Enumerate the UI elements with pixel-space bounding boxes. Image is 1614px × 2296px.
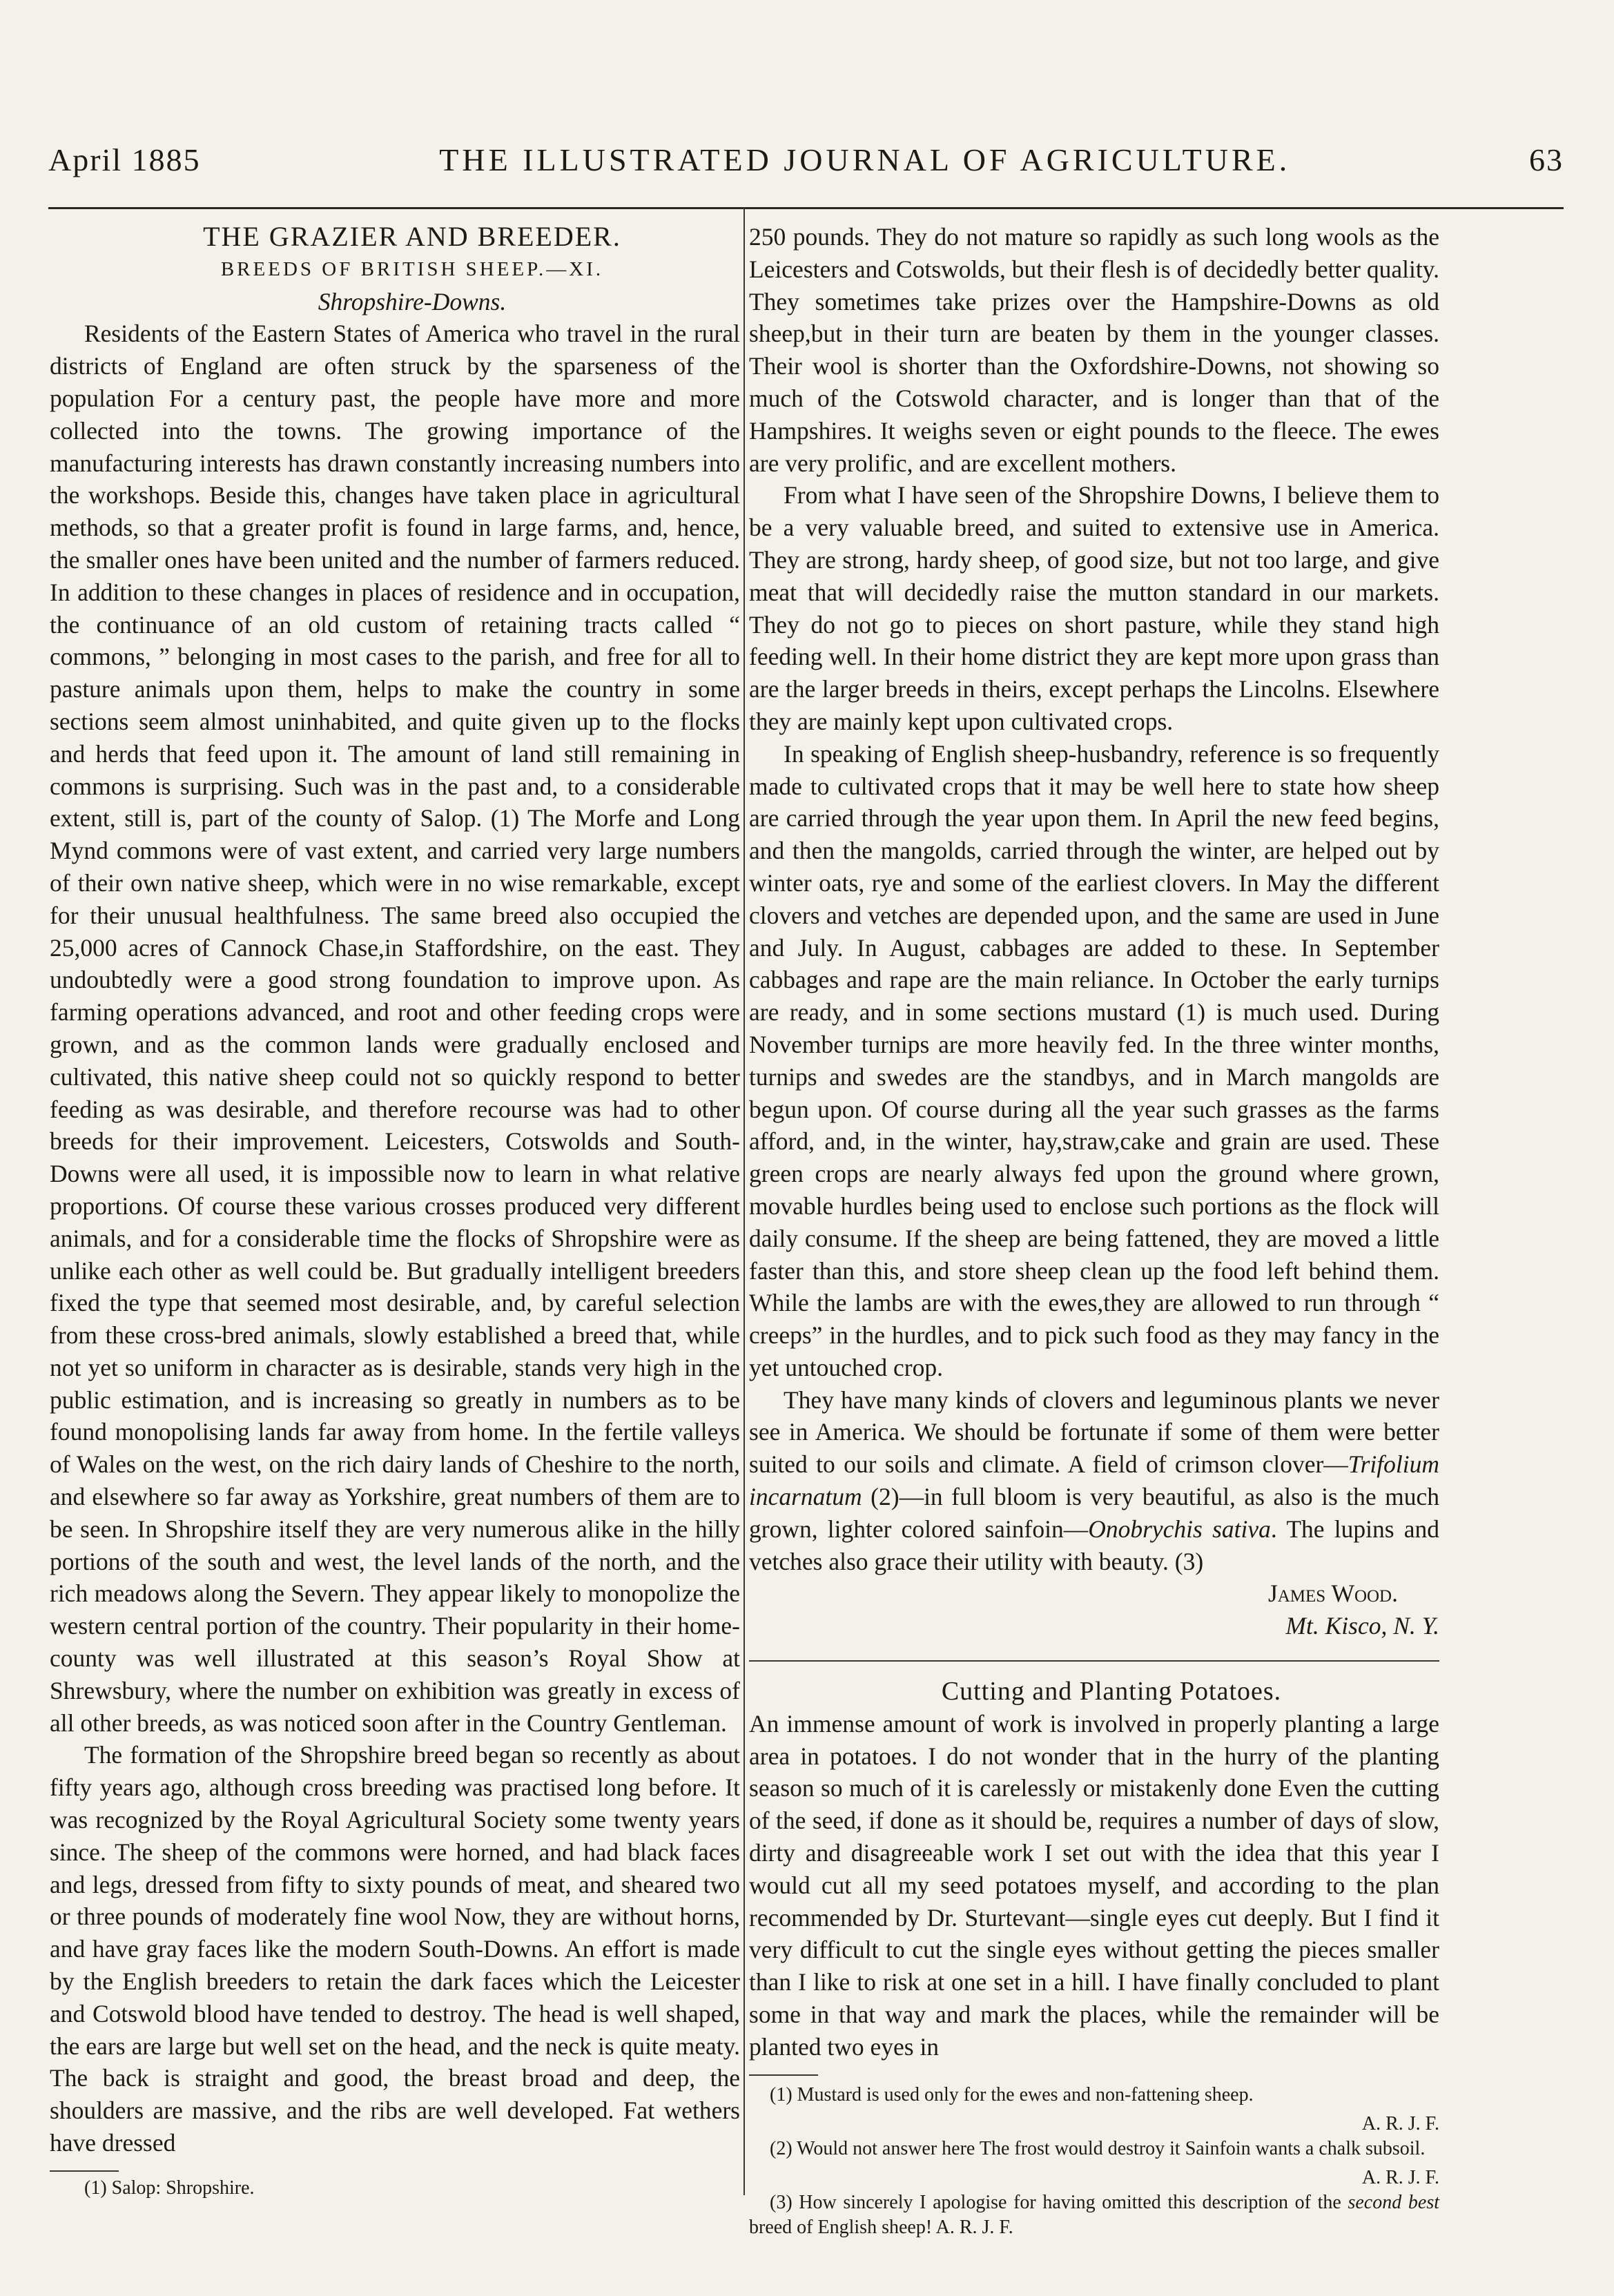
- section-title: THE GRAZIER AND BREEDER.: [203, 221, 621, 252]
- article-paragraph: In speaking of English sheep-husbandry, reference is so frequently made to cultivated crops that it may be well here to state how sheep are carried through the year upon them. In April the new feed begins, and then the mangolds, carried through the winter, are helped out by winter oats, rye and some of the earliest clovers. In May the different clovers and vetches are depended upon, and the same are used in June and July. In August, cabbages are added to these. In September cabbages and rape are the main reliance. In October the early turnips are ready, and in some sections mustard (1) is much used. During November turnips are more heavily fed. In the three winter months, turnips and swedes are the standbys, and in March mangolds are begun upon. Of course during all the year such grasses as the farms afford, and, in the winter, hay,straw,cake and grain are used. These green crops are nearly always fed upon the ground where grown, movable hurdles being used to enclose such portions as the flock will daily consume. If the sheep are being fattened, they are moved a little faster than this, and store sheep clean up the food left behind them. While the lambs are with the ewes,they are allowed to run through “ creeps” in the hurdles, and to pick such food as they may fancy in the yet untouched crop.: [749, 739, 1439, 1381]
- section-title: Cutting and Planting Potatoes.: [941, 1677, 1282, 1706]
- author-place: Mt. Kisco, N. Y.: [1285, 1612, 1439, 1640]
- footnote-rule: [50, 2170, 119, 2172]
- left-column: [50, 221, 740, 2201]
- author-name: James Wood.: [1267, 1579, 1398, 1608]
- breed-title: Shropshire-Downs.: [318, 287, 507, 315]
- latin-name: Trifolium incarnatum: [749, 1450, 1439, 1511]
- running-head: [48, 135, 1564, 184]
- footnote: (1) Mustard is used only for the ewes and non-fattening sheep.: [770, 2083, 1254, 2105]
- footnote: (2) Would not answer here The frost would destroy it Sainfoin wants a chalk subsoil.: [770, 2137, 1426, 2159]
- journal-title: THE ILLUSTRATED JOURNAL OF AGRICULTURE.: [439, 142, 1291, 177]
- issue-date: April 1885: [48, 142, 201, 177]
- footnote-rule: [749, 2074, 818, 2076]
- article-paragraph: 250 pounds. They do not mature so rapidly as such long wools as the Leicesters and Cotswolds, but their flesh is of decidedly better quality. They sometimes take prizes over the Hampshire-Downs as old sheep,but in their turn are beaten by them in the younger classes. Their wool is shorter than the Oxfordshire-Downs, not showing so much of the Cotswold character, and is longer than that of the Hampshires. It weighs seven or eight pounds to the fleece. The ewes are very prolific, and are excellent mothers.: [749, 223, 1439, 477]
- footnotes: [749, 2083, 1439, 2240]
- footnote-initials: A. R. J. F.: [1361, 2166, 1439, 2188]
- header-rule: [48, 207, 1564, 209]
- article-paragraph: An immense amount of work is involved in properly planting a large area in potatoes. I do not wonder that in the hurry of the planting season so much of it is carelessly or mistakenly done Even the cutting of the seed, if done as it should be, requires a number of days of slow, dirty and disagreeable work I set out with the idea that this year I would cut all my seed potatoes myself, and according to the plan recommended by Dr. Sturtevant—single eyes cut deeply. But I find it very difficult to cut the single eyes without getting the pieces smaller than I like to risk at one set in a hill. I have finally concluded to plant some in that way and mark the places, while the remainder will be planted two eyes in: [749, 1709, 1439, 2061]
- column-divider: [743, 207, 745, 2195]
- footnote: (3) How sincerely I apologise for having omitted this description of the second best breed of English sheep! A. R. J. F.: [749, 2191, 1439, 2238]
- article-paragraph: Residents of the Eastern States of America who travel in the rural districts of England are often struck by the sparseness of the population For a century past, the people have more and more collected into the towns. The growing importance of the manufacturing interests has drawn constantly increasing numbers into the workshops. Beside this, changes have taken place in agricultural methods, so that a greater profit is found in large farms, and, hence, the smaller ones have been united and the number of farmers reduced. In addition to these changes in places of residence and in occupation, the continuance of an old custom of retaining tracts called “ commons, ” belonging in most cases to the parish, and free for all to pasture animals upon them, helps to make the country in some sections seem almost uninhabited, and quite given up to the flocks and herds that feed upon it. The amount of land still remaining in commons is surprising. Such was in the past and, to a considerable extent, still is, part of the county of Salop. (1) The Morfe and Long Mynd commons were of vast extent, and carried very large numbers of their own native sheep, which were in no wise remarkable, except for their unusual healthfulness. The same breed also occupied the 25,000 acres of Cannock Chase,in Staffordshire, on the east. They undoubtedly were a good strong foundation to improve upon. As farming operations advanced, and root and other feeding crops were grown, and as the common lands were gradually enclosed and cultivated, this native sheep could not so quickly respond to better feeding as was desirable, and therefore recourse was had to other breeds for their improvement. Leicesters, Cotswolds and South-Downs were all used, it is impossible now to learn in what relative proportions. Of course these various crosses produced very different animals, and for a considerable time the flocks of Shropshire were as unlike each other as well could be. But gradually intelligent breeders fixed the type that seemed most desirable, and, by careful selection from these cross-bred animals, slowly established a breed that, while not yet so uniform in character as is desirable, stands very high in the public estimation, and is increasing so greatly in numbers as to be found monopolising lands far away from home. In the fertile valleys of Wales on the west, on the rich dairy lands of Cheshire to the north, and elsewhere so far away as Yorkshire, great numbers of them are to be seen. In Shropshire itself they are very numerous alike in the hilly portions of the south and west, the level lands of the north, and the rich meadows along the Severn. They appear likely to monopolize the western central portion of the country. Their popularity in their home-county was well illustrated at this season’s Royal Show at Shrewsbury, where the number on exhibition was greatly in excess of all other breeds, as was noticed soon after in the Country Gentleman.: [50, 320, 740, 1737]
- footnote: (1) Salop: Shropshire.: [84, 2177, 255, 2199]
- section-subtitle: BREEDS OF BRITISH SHEEP.—XI.: [220, 257, 604, 280]
- author-signature: [749, 1577, 1439, 1610]
- footnote-initials: A. R. J. F.: [1361, 2112, 1439, 2134]
- article-paragraph: They have many kinds of clovers and leguminous plants we never see in America. We should be fortunate if some of them were better suited to our soils and climate. A field of crimson clover—Trifolium incarnatum (2)—in full bloom is very beautiful, as also is the much grown, lighter colored sainfoin—Onobrychis sativa. The lupins and vetches also grace their utility with beauty. (3): [749, 1385, 1439, 1575]
- latin-name: Onobrychis sativa: [1088, 1515, 1271, 1543]
- article-paragraph: From what I have seen of the Shropshire Downs, I believe them to be a very valuable breed, and suited to extensive use in America. They are strong, hardy sheep, of good size, but not too large, and give meat that will decidedly raise the mutton standard in our markets. They do not go to pieces on short pasture, while they stand high feeding well. In their home district they are kept more upon grass than are the larger breeds in theirs, except perhaps the Lincolns. Elsewhere they are mainly kept upon cultivated crops.: [749, 481, 1439, 735]
- right-column: [749, 221, 1439, 2244]
- article-paragraph: The formation of the Shropshire breed began so recently as about fifty years ago, although cross breeding was practised long before. It was recognized by the Royal Agricultural Society some twenty years since. The sheep of the commons were horned, and had black faces and legs, dressed from fifty to sixty pounds of meat, and sheared two or three pounds of moderately fine wool Now, they are without horns, and have gray faces like the modern South-Downs. An effort is made by the English breeders to retain the dark faces which the Leicester and Cotswold blood have tended to destroy. The head is well shaped, the ears are large but well set on the head, and the neck is quite meaty. The back is straight and good, the breast broad and deep, the shoulders are massive, and the ribs are well developed. Fat wethers have dressed: [50, 1741, 740, 2157]
- section-rule: [749, 1660, 1439, 1662]
- page-number: 63: [1528, 142, 1564, 177]
